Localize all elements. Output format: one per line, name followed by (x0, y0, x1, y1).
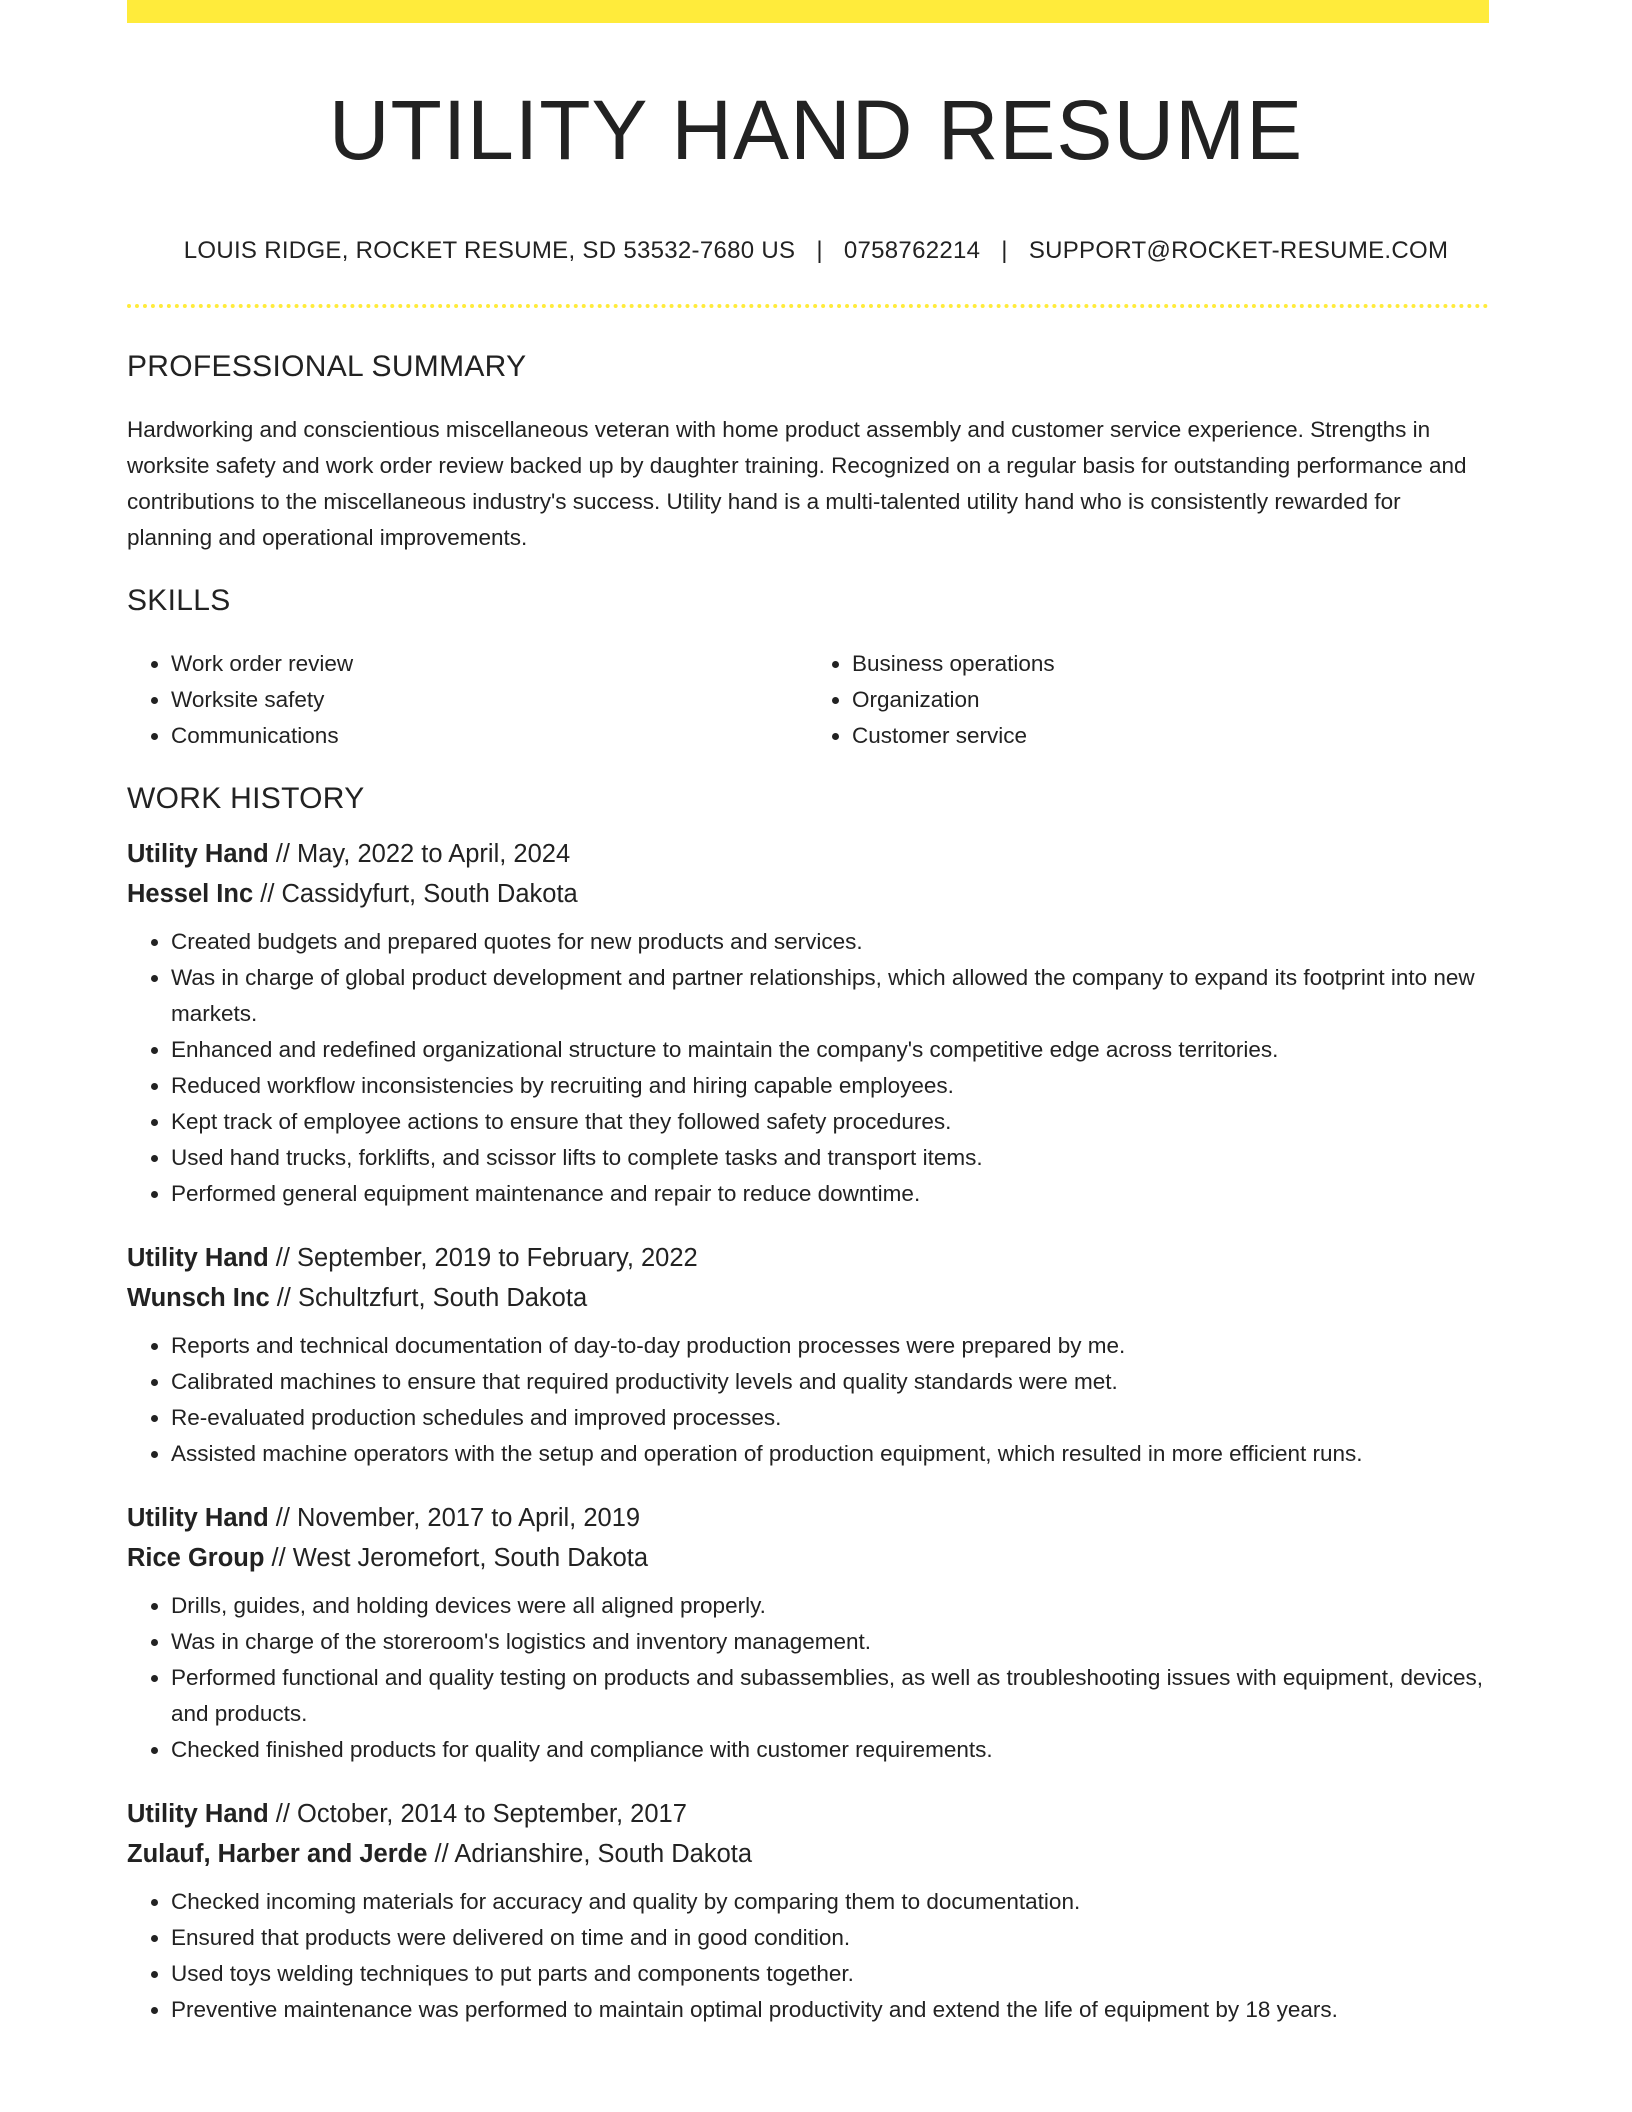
job-bullet: • Ensured that products were delivered on time and in good condition. (171, 1920, 1489, 1956)
job-bullet: • Performed general equipment maintenance and repair to reduce downtime. (171, 1176, 1489, 1212)
job-bullets (127, 1884, 1489, 2028)
resume-title: UTILITY HAND RESUME (328, 83, 1304, 177)
skill-item: • Customer service (852, 718, 1489, 754)
job-dates: // May, 2022 to April, 2024 (268, 840, 571, 868)
skill-item: • Communications (171, 718, 808, 754)
job-company-line (127, 1834, 1489, 1874)
contact-line (0, 237, 1632, 265)
work-history-heading: WORK HISTORY (127, 782, 365, 815)
skills-list (127, 646, 1489, 754)
job-bullet: • Used toys welding techniques to put parts and components together. (171, 1956, 1489, 1992)
job-role: Utility Hand (127, 1800, 269, 1828)
skill-item: • Business operations (852, 646, 1489, 682)
skill-item: • Organization (852, 682, 1489, 718)
job-bullet: • Assisted machine operators with the setup and operation of production equipment, which resulted in more efficient runs. (171, 1436, 1489, 1472)
job-company-line (127, 874, 1489, 914)
header-divider (127, 304, 1489, 308)
summary-heading: PROFESSIONAL SUMMARY (127, 350, 527, 383)
skill-item: • Worksite safety (171, 682, 808, 718)
contact-email: SUPPORT@ROCKET-RESUME.COM (1028, 237, 1449, 264)
job-bullet: • Checked finished products for quality and compliance with customer requirements. (171, 1732, 1489, 1768)
skills-column-right (808, 646, 1489, 754)
skills-column-left (127, 646, 808, 754)
job-bullet: • Created budgets and prepared quotes for new products and services. (171, 924, 1489, 960)
job-bullet: • Enhanced and redefined organizational structure to maintain the company's competitive edge across territories. (171, 1032, 1489, 1068)
job-dates: // November, 2017 to April, 2019 (268, 1504, 641, 1532)
job-bullet: • Was in charge of the storeroom's logistics and inventory management. (171, 1624, 1489, 1660)
job-entry (127, 1238, 1489, 1472)
job-bullet: • Performed functional and quality testing on products and subassemblies, as well as troubleshooting issues with equipment, devices, and products. (171, 1660, 1489, 1732)
job-role: Utility Hand (127, 1244, 269, 1272)
job-bullet: • Reduced workflow inconsistencies by recruiting and hiring capable employees. (171, 1068, 1489, 1104)
job-bullet: • Used hand trucks, forklifts, and scissor lifts to complete tasks and transport items. (171, 1140, 1489, 1176)
job-bullets (127, 1588, 1489, 1768)
job-bullet: • Calibrated machines to ensure that required productivity levels and quality standards were met. (171, 1364, 1489, 1400)
job-bullet: • Reports and technical documentation of day-to-day production processes were prepared by me. (171, 1328, 1489, 1364)
job-company-line (127, 1278, 1489, 1318)
job-entry (127, 1498, 1489, 1768)
job-company: Hessel Inc (127, 880, 254, 908)
job-bullet: • Kept track of employee actions to ensure that they followed safety procedures. (171, 1104, 1489, 1140)
job-role: Utility Hand (127, 1504, 269, 1532)
summary-text: Hardworking and conscientious miscellaneous veteran with home product assembly and customer service experience. Strengths in worksite safety and work order review backed up by daughter training. Recognized on a regular basis for outstanding performance and contributions to the miscellaneous industry's success. Utility hand is a multi-talented utility hand who is consistently rewarded for planning and operational improvements. (127, 417, 1467, 550)
resume-content (127, 350, 1489, 2054)
skill-item: • Work order review (171, 646, 808, 682)
job-dates: // September, 2019 to February, 2022 (268, 1244, 698, 1272)
top-accent-bar (127, 0, 1489, 23)
job-bullets (127, 924, 1489, 1212)
job-location: // Adrianshire, South Dakota (427, 1840, 753, 1868)
job-role: Utility Hand (127, 840, 269, 868)
job-dates: // October, 2014 to September, 2017 (268, 1800, 687, 1828)
contact-separator: | (816, 237, 823, 264)
job-entry (127, 834, 1489, 1212)
job-company: Zulauf, Harber and Jerde (127, 1840, 428, 1868)
job-title-line (127, 1498, 1489, 1538)
skills-heading: SKILLS (127, 584, 231, 617)
contact-address: LOUIS RIDGE, ROCKET RESUME, SD 53532-7680 US (183, 237, 796, 264)
job-bullet: • Drills, guides, and holding devices were all aligned properly. (171, 1588, 1489, 1624)
job-bullets (127, 1328, 1489, 1472)
job-location: // Schultzfurt, South Dakota (269, 1284, 588, 1312)
contact-phone: 0758762214 (843, 237, 981, 264)
job-title-line (127, 834, 1489, 874)
job-location: // West Jeromefort, South Dakota (264, 1544, 649, 1572)
job-company-line (127, 1538, 1489, 1578)
job-bullet: • Re-evaluated production schedules and improved processes. (171, 1400, 1489, 1436)
job-entry (127, 1794, 1489, 2028)
job-company: Wunsch Inc (127, 1284, 270, 1312)
job-bullet: • Preventive maintenance was performed to maintain optimal productivity and extend the life of equipment by 18 years. (171, 1992, 1489, 2028)
job-location: // Cassidyfurt, South Dakota (253, 880, 578, 908)
job-title-line (127, 1238, 1489, 1278)
job-title-line (127, 1794, 1489, 1834)
job-bullet: • Checked incoming materials for accuracy and quality by comparing them to documentation. (171, 1884, 1489, 1920)
contact-separator: | (1001, 237, 1008, 264)
job-bullet: • Was in charge of global product development and partner relationships, which allowed the company to expand its footprint into new markets. (171, 960, 1489, 1032)
job-company: Rice Group (127, 1544, 265, 1572)
